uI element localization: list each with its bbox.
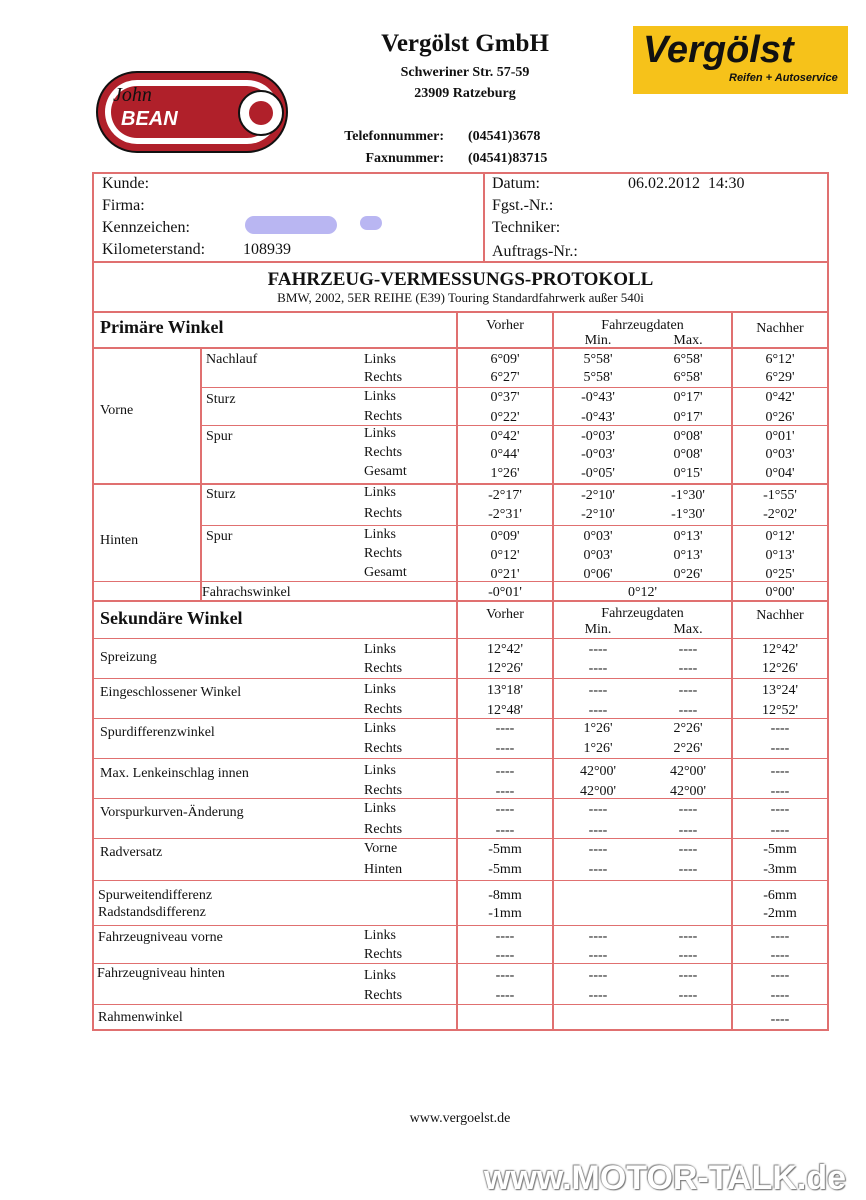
secondary-col-min: Min. xyxy=(584,622,612,637)
side-label: Links xyxy=(364,968,396,983)
value-cell: 2°26' xyxy=(673,741,703,756)
value-cell: 13°24' xyxy=(761,683,799,698)
side-label: Links xyxy=(364,642,396,657)
fax-number: (04541)83715 xyxy=(468,151,548,166)
primary-col-fz: Fahrzeugdaten xyxy=(601,318,684,333)
value-cell: -1°30' xyxy=(671,488,705,503)
value-cell: ---- xyxy=(495,802,515,817)
value-cell: -2°17' xyxy=(488,488,522,503)
value-cell: ---- xyxy=(495,823,515,838)
kennzeichen-label: Kennzeichen: xyxy=(102,219,190,236)
value-cell: 0°17' xyxy=(673,390,703,405)
value-cell: ---- xyxy=(678,642,698,657)
value-cell: -5mm xyxy=(488,862,522,877)
secondary-heading: Sekundäre Winkel xyxy=(100,608,243,628)
side-label: Rechts xyxy=(364,783,403,798)
value-cell: ---- xyxy=(588,948,608,963)
value-cell: 6°29' xyxy=(765,370,795,385)
value-cell: 0°21' xyxy=(490,567,520,582)
value-cell: 1°26' xyxy=(490,466,520,481)
side-label: Links xyxy=(364,389,396,404)
value-cell: ---- xyxy=(678,929,698,944)
label-spurweitendifferenz: Spurweitendifferenz xyxy=(98,888,213,903)
side-label: Links xyxy=(364,527,396,542)
value-cell: 0°12' xyxy=(765,529,795,544)
value-cell: 0°03' xyxy=(583,548,613,563)
value-cell: 0°17' xyxy=(673,410,703,425)
value-cell: -0°43' xyxy=(581,410,615,425)
value-cell: ---- xyxy=(770,929,790,944)
techniker-label: Techniker: xyxy=(492,219,561,236)
fgst-label: Fgst.-Nr.: xyxy=(492,197,554,214)
value-cell: ---- xyxy=(588,929,608,944)
value-cell: 0°26' xyxy=(673,567,703,582)
secondary-col-max: Max. xyxy=(673,622,703,637)
value-cell: 0°37' xyxy=(490,390,520,405)
kennzeichen-redacted xyxy=(245,216,337,234)
side-label: Rechts xyxy=(364,370,403,385)
label-fahrachswinkel: Fahrachswinkel xyxy=(202,585,291,600)
phone-label: Telefonnummer: xyxy=(344,129,444,144)
value-cell: ---- xyxy=(678,988,698,1003)
value-cell: ---- xyxy=(678,703,698,718)
side-label: Rechts xyxy=(364,988,403,1003)
value-cell: 0°03' xyxy=(583,529,613,544)
value-cell: 0°13' xyxy=(673,548,703,563)
value-cell: -0°03' xyxy=(581,429,615,444)
fahrachs-vorher: -0°01' xyxy=(488,585,522,600)
value-cell: 2°26' xyxy=(673,721,703,736)
value-cell: ---- xyxy=(770,764,790,779)
value-cell: -2mm xyxy=(763,906,797,921)
value-cell: 42°00' xyxy=(579,784,617,799)
value-cell: 42°00' xyxy=(579,764,617,779)
label-sturz-hinten: Sturz xyxy=(206,487,236,502)
value-cell: ---- xyxy=(588,823,608,838)
company-city: 23909 Ratzeburg xyxy=(414,86,516,101)
side-label: Links xyxy=(364,721,396,736)
label-spreizung: Spreizung xyxy=(100,650,157,665)
footer-url: www.vergoelst.de xyxy=(409,1111,511,1126)
value-cell: ---- xyxy=(678,661,698,676)
value-cell: 0°42' xyxy=(765,390,795,405)
side-label: Rechts xyxy=(364,661,403,676)
label-rahmenwinkel: Rahmenwinkel xyxy=(98,1010,183,1025)
label-nachlauf: Nachlauf xyxy=(206,352,258,367)
protocol-title: FAHRZEUG-VERMESSUNGS-PROTOKOLL xyxy=(267,269,654,290)
value-cell: 0°08' xyxy=(673,447,703,462)
value-cell: 0°26' xyxy=(765,410,795,425)
value-cell: ---- xyxy=(588,661,608,676)
value-cell: ---- xyxy=(770,784,790,799)
value-cell: ---- xyxy=(588,642,608,657)
value-cell: 42°00' xyxy=(669,784,707,799)
value-cell: ---- xyxy=(770,741,790,756)
value-cell: -2°10' xyxy=(581,488,615,503)
value-cell: 6°12' xyxy=(765,352,795,367)
value-cell: 12°52' xyxy=(761,703,799,718)
value-cell: 0°13' xyxy=(765,548,795,563)
side-label: Rechts xyxy=(364,409,403,424)
label-radversatz: Radversatz xyxy=(100,845,163,860)
value-cell: 12°26' xyxy=(486,661,524,676)
value-cell: ---- xyxy=(495,968,515,983)
value-cell: ---- xyxy=(678,842,698,857)
value-cell: 0°08' xyxy=(673,429,703,444)
group-vorne: Vorne xyxy=(100,403,134,418)
fax-label: Faxnummer: xyxy=(365,151,444,166)
label-spur-vorne: Spur xyxy=(206,429,233,444)
value-cell: -1°30' xyxy=(671,507,705,522)
side-label: Rechts xyxy=(364,822,403,837)
side-label: Links xyxy=(364,682,396,697)
value-cell: ---- xyxy=(770,968,790,983)
value-cell: -3mm xyxy=(763,862,797,877)
fahrachs-nachher: 0°00' xyxy=(765,585,795,600)
value-cell: ---- xyxy=(495,721,515,736)
side-label: Links xyxy=(364,763,396,778)
side-label: Links xyxy=(364,801,396,816)
label-radstandsdifferenz: Radstandsdifferenz xyxy=(98,905,206,920)
label-lenkeinschlag: Max. Lenkeinschlag innen xyxy=(100,766,249,781)
value-cell: -2°31' xyxy=(488,507,522,522)
side-label: Links xyxy=(364,928,396,943)
john-bean-logo-john: John xyxy=(113,84,152,106)
value-cell: -5mm xyxy=(488,842,522,857)
secondary-col-fz: Fahrzeugdaten xyxy=(601,606,684,621)
value-cell: 12°48' xyxy=(486,703,524,718)
kunde-label: Kunde: xyxy=(102,175,150,192)
value-cell: ---- xyxy=(678,862,698,877)
value-cell: ---- xyxy=(770,721,790,736)
value-cell: 12°26' xyxy=(761,661,799,676)
value-cell: ---- xyxy=(495,948,515,963)
value-cell: -1mm xyxy=(488,906,522,921)
fahrachs-fz: 0°12' xyxy=(627,585,658,600)
value-cell: -5mm xyxy=(763,842,797,857)
side-label: Rechts xyxy=(364,546,403,561)
primary-col-nachher: Nachher xyxy=(756,321,804,336)
side-label: Gesamt xyxy=(364,464,407,479)
km-label: Kilometerstand: xyxy=(102,241,206,258)
km-value: 108939 xyxy=(243,241,291,258)
side-label: Hinten xyxy=(364,862,403,877)
value-cell: ---- xyxy=(770,948,790,963)
value-cell: ---- xyxy=(678,823,698,838)
value-cell: 6°27' xyxy=(490,370,520,385)
value-cell: 0°22' xyxy=(490,410,520,425)
datum-value: 06.02.2012 14:30 xyxy=(628,175,745,192)
value-cell: ---- xyxy=(588,968,608,983)
value-cell: -1°55' xyxy=(763,488,797,503)
value-cell: ---- xyxy=(678,683,698,698)
primary-col-vorher: Vorher xyxy=(486,318,524,333)
side-label: Rechts xyxy=(364,445,403,460)
secondary-col-vorher: Vorher xyxy=(486,607,524,622)
value-cell: 0°06' xyxy=(583,567,613,582)
value-cell: ---- xyxy=(770,988,790,1003)
value-cell: 6°58' xyxy=(673,370,703,385)
value-cell: -6mm xyxy=(763,888,797,903)
side-label: Rechts xyxy=(364,741,403,756)
label-spurdifferenzwinkel: Spurdifferenzwinkel xyxy=(100,725,215,740)
value-cell: ---- xyxy=(495,764,515,779)
value-cell: 12°42' xyxy=(761,642,799,657)
side-label: Rechts xyxy=(364,506,403,521)
side-label: Vorne xyxy=(364,841,398,856)
value-cell: 6°58' xyxy=(673,352,703,367)
company-street: Schweriner Str. 57-59 xyxy=(400,65,530,80)
value-cell: 5°58' xyxy=(583,370,613,385)
value-cell: ---- xyxy=(588,862,608,877)
john-bean-logo-bean: BEAN xyxy=(121,108,178,130)
value-cell: ---- xyxy=(495,784,515,799)
value-cell: -8mm xyxy=(488,888,522,903)
value-cell: -2°10' xyxy=(581,507,615,522)
protocol-subtitle: BMW, 2002, 5ER REIHE (E39) Touring Standardfahrwerk außer 540i xyxy=(277,290,644,305)
value-cell: ---- xyxy=(770,802,790,817)
value-cell: -0°03' xyxy=(581,447,615,462)
label-eingeschlossener-winkel: Eingeschlossener Winkel xyxy=(100,685,242,700)
value-cell: -0°05' xyxy=(581,466,615,481)
phone-number: (04541)3678 xyxy=(468,129,541,144)
value-cell: 0°04' xyxy=(765,466,795,481)
value-cell: ---- xyxy=(495,988,515,1003)
value-cell: 0°42' xyxy=(490,429,520,444)
datum-label: Datum: xyxy=(492,175,540,192)
firma-label: Firma: xyxy=(102,197,145,214)
value-cell: 6°09' xyxy=(490,352,520,367)
value-cell: -2°02' xyxy=(763,507,797,522)
value-cell: ---- xyxy=(678,968,698,983)
value-cell: 0°13' xyxy=(673,529,703,544)
value-cell: ---- xyxy=(588,683,608,698)
rahmen-nachher: ---- xyxy=(770,1012,790,1027)
value-cell: 0°44' xyxy=(490,447,520,462)
value-cell: ---- xyxy=(588,703,608,718)
secondary-col-nachher: Nachher xyxy=(756,608,804,623)
side-label: Links xyxy=(364,485,396,500)
value-cell: 1°26' xyxy=(583,741,613,756)
label-vorspurkurven: Vorspurkurven-Änderung xyxy=(100,805,244,820)
value-cell: 0°03' xyxy=(765,447,795,462)
primary-col-min: Min. xyxy=(584,333,612,348)
value-cell: ---- xyxy=(495,741,515,756)
side-label: Links xyxy=(364,352,396,367)
label-niveau-vorne: Fahrzeugniveau vorne xyxy=(98,930,223,945)
value-cell: ---- xyxy=(588,802,608,817)
value-cell: 0°01' xyxy=(765,429,795,444)
label-sturz-vorne: Sturz xyxy=(206,392,236,407)
primary-col-max: Max. xyxy=(673,333,703,348)
value-cell: -0°43' xyxy=(581,390,615,405)
group-hinten: Hinten xyxy=(100,533,139,548)
label-spur-hinten: Spur xyxy=(206,529,233,544)
value-cell: ---- xyxy=(588,842,608,857)
watermark: www.MOTOR-TALK.de xyxy=(484,1159,847,1197)
value-cell: 42°00' xyxy=(669,764,707,779)
value-cell: 1°26' xyxy=(583,721,613,736)
vergoelst-logo-text: Vergölst xyxy=(643,29,794,71)
label-niveau-hinten: Fahrzeugniveau hinten xyxy=(97,966,225,981)
value-cell: 0°15' xyxy=(673,466,703,481)
vergoelst-logo-sub: Reifen + Autoservice xyxy=(729,72,838,84)
side-label: Links xyxy=(364,426,396,441)
value-cell: 0°09' xyxy=(490,529,520,544)
primary-heading: Primäre Winkel xyxy=(100,317,224,337)
side-label: Gesamt xyxy=(364,565,407,580)
value-cell: 0°12' xyxy=(490,548,520,563)
company-name: Vergölst GmbH xyxy=(381,30,549,57)
kennzeichen-redacted-dot xyxy=(360,216,382,230)
side-label: Rechts xyxy=(364,947,403,962)
value-cell: 13°18' xyxy=(486,683,524,698)
value-cell: ---- xyxy=(770,823,790,838)
value-cell: ---- xyxy=(678,948,698,963)
value-cell: ---- xyxy=(588,988,608,1003)
auftrag-label: Auftrags-Nr.: xyxy=(492,243,578,260)
value-cell: 5°58' xyxy=(583,352,613,367)
value-cell: 12°42' xyxy=(486,642,524,657)
value-cell: 0°25' xyxy=(765,567,795,582)
value-cell: ---- xyxy=(495,929,515,944)
side-label: Rechts xyxy=(364,702,403,717)
value-cell: ---- xyxy=(678,802,698,817)
john-bean-logo xyxy=(95,70,291,156)
vergoelst-logo xyxy=(633,26,848,94)
